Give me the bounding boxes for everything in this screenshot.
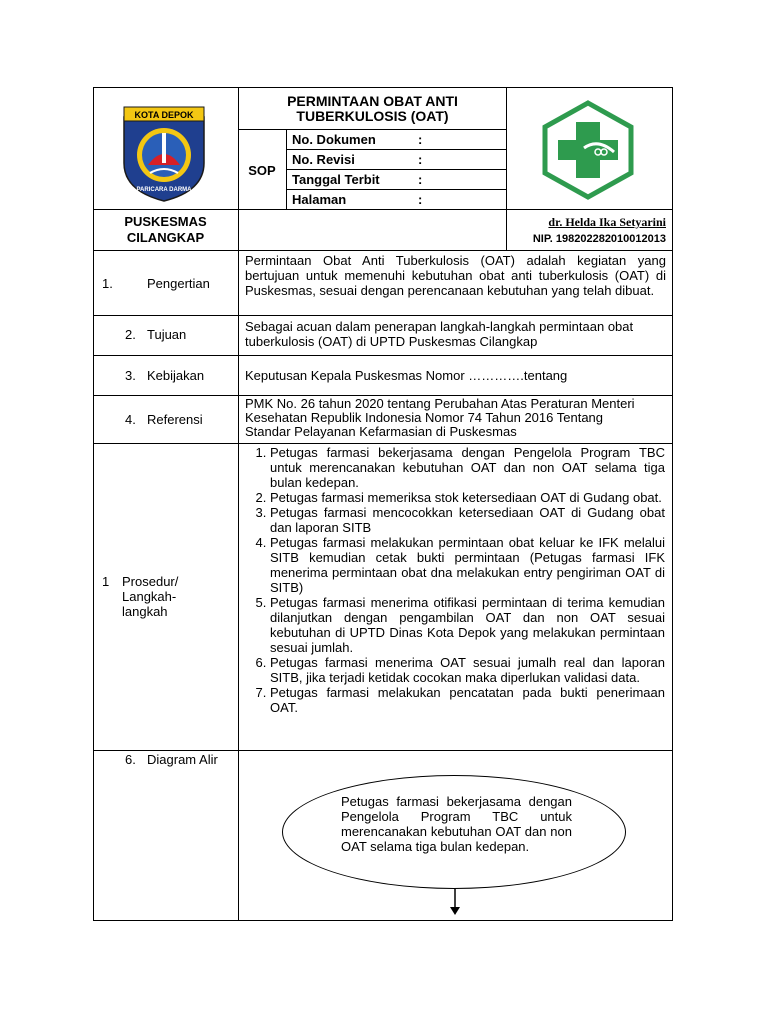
doc-field-value: : (418, 192, 423, 207)
row-label: Pengertian (147, 276, 210, 291)
row-number: 3. (125, 368, 136, 383)
row-number: 2. (125, 327, 136, 342)
row-content: Keputusan Kepala Puskesmas Nomor ………….tentang (245, 368, 568, 383)
doc-field-label: Tanggal Terbit (292, 172, 380, 187)
document-title-line2: TUBERKULOSIS (OAT) (296, 108, 449, 124)
procedure-step: 7. Petugas farmasi melakukan pencatatan pada bukti penerimaan OAT. (270, 685, 665, 715)
doc-field-label: Halaman (292, 192, 347, 207)
row-number: 1. (102, 276, 113, 291)
flow-step-text: Petugas farmasi bekerjasama dengan Pengelola Program TBC untuk merencanakan kebutuhan OAT dan non OAT selama tiga bulan kedepan. (341, 794, 572, 854)
signer-name: dr. Helda Ika Setyarini (548, 215, 666, 229)
row-content: Sebagai acuan dalam penerapan langkah-langkah permintaan obat tuberkulosis (OAT) di UPTD Puskesmas Cilangkap (245, 319, 634, 349)
doc-field-label: No. Revisi (292, 152, 355, 167)
svg-text:KOTA DEPOK: KOTA DEPOK (134, 110, 194, 120)
row-number: 6. (125, 752, 136, 767)
flow-arrow-down-icon (448, 889, 462, 915)
row-label: Kebijakan (147, 368, 205, 383)
doc-field-label: No. Dokumen (292, 132, 376, 147)
row-label: Langkah- (122, 589, 177, 604)
procedure-step: 2. Petugas farmasi memeriksa stok ketersediaan OAT di Gudang obat. (270, 490, 665, 505)
doc-field-value: : (418, 132, 423, 147)
procedure-step: 4. Petugas farmasi melakukan permintaan obat keluar ke IFK melalui SITB kemudian cetak bukti permintaan (Petugas farmasi IFK menerima permintaan obat dna melakukan entry pengiriman OAT di SITB) (270, 535, 665, 595)
procedure-step: 1. Petugas farmasi bekerjasama dengan Pengelola Program TBC untuk merencanakan kebutuhan OAT dan non OAT selama tiga bulan kedepan. (270, 445, 665, 490)
row-label: Prosedur/ (122, 574, 179, 589)
kota-depok-logo (118, 103, 210, 203)
document-title-line1: PERMINTAAN OBAT ANTI (287, 93, 458, 109)
sop-label: SOP (248, 163, 276, 178)
doc-field-value: : (418, 152, 423, 167)
row-content: PMK No. 26 tahun 2020 tentang Perubahan Atas Peraturan Menteri Kesehatan Republik Indonesia Nomor 74 Tahun 2016 Tentang Standar Pelayanan Kefarmasian di Puskesmas (245, 396, 635, 439)
row-content: Permintaan Obat Anti Tuberkulosis (OAT) adalah kegiatan yang bertujuan untuk memenuhi kebutuhan obat anti tuberkulosis (OAT) di Puskesmas, sesuai dengan perencanaan kebutuhan yang telah dibuat. (245, 253, 666, 298)
row-label: langkah (122, 604, 168, 619)
row-label: Diagram Alir (147, 752, 218, 767)
row-label: Tujuan (147, 327, 187, 342)
row-label: Referensi (147, 412, 203, 427)
procedure-step: 5. Petugas farmasi menerima otifikasi permintaan di terima kemudian dilanjutkan dengan pengambilan OAT dan non OAT sesuai kebutuhan di UPTD Dinas Kota Depok yang melakukan permintaan sesuai jumlah. (270, 595, 665, 655)
org-name-line1: PUSKESMAS (124, 214, 207, 229)
procedure-steps (245, 445, 665, 715)
row-number: 1 (102, 574, 110, 589)
row-number: 4. (125, 412, 136, 427)
signer-nip: NIP. 198202282010012013 (532, 233, 666, 245)
procedure-step: 6. Petugas farmasi menerima OAT sesuai jumalh real dan laporan SITB, jika terjadi ketidak cocokan maka diperlukan validasi data. (270, 655, 665, 685)
doc-field-value: : (418, 172, 423, 187)
procedure-step: 3. Petugas farmasi mencocokkan ketersediaan OAT di Gudang obat dan laporan SITB (270, 505, 665, 535)
puskesmas-logo (540, 100, 636, 200)
org-name-line2: CILANGKAP (126, 230, 205, 245)
svg-text:PARICARA DARMA: PARICARA DARMA (136, 187, 192, 193)
